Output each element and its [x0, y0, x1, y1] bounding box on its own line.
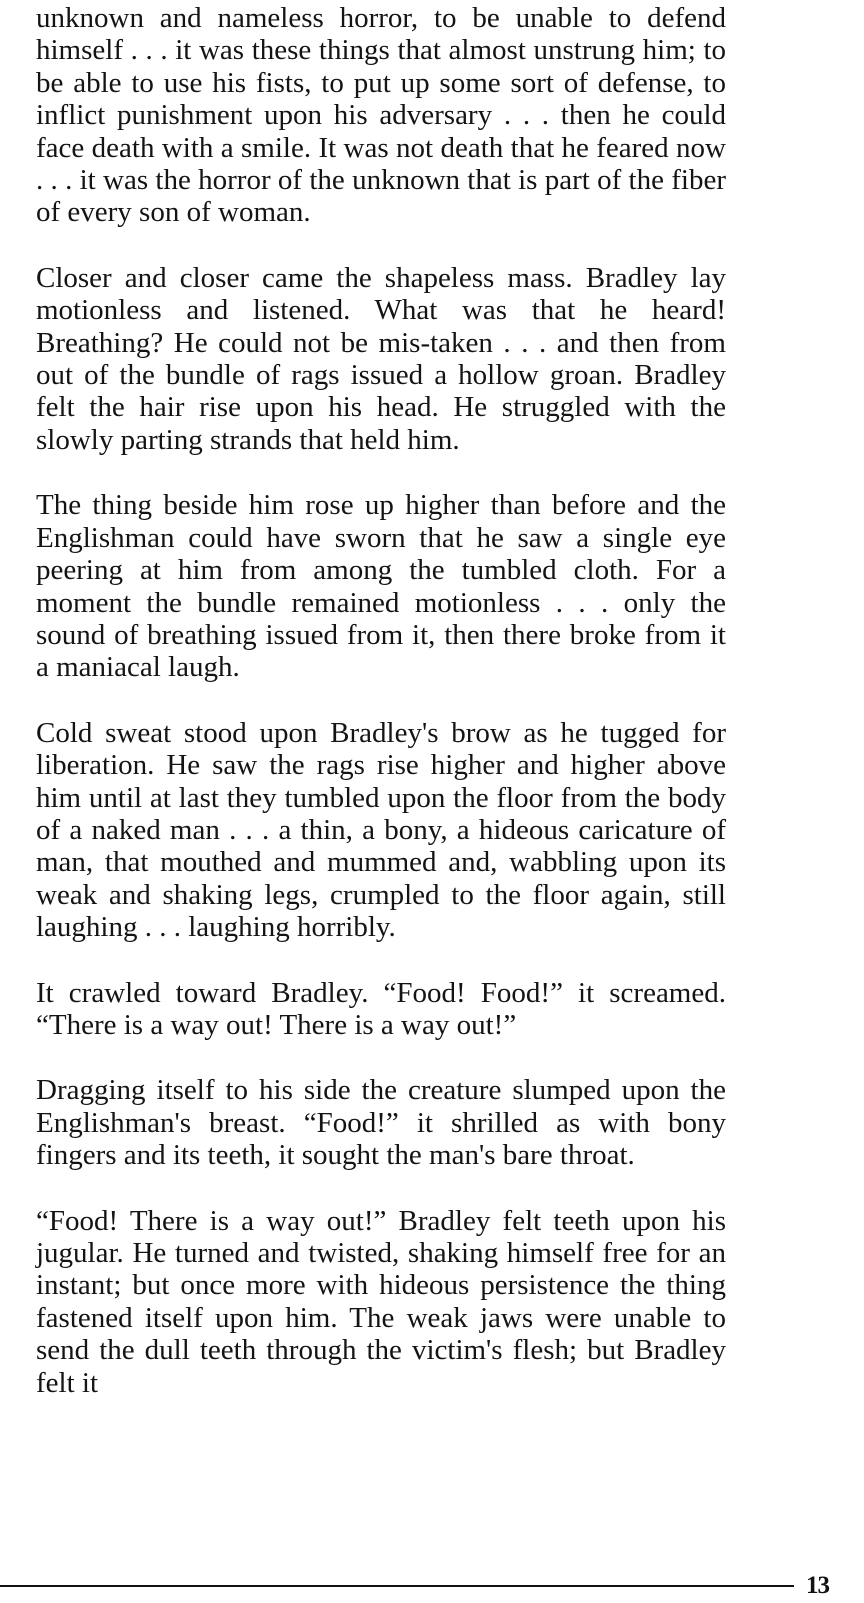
page-number: 13 — [806, 1572, 829, 1599]
body-text — [36, 2, 726, 1399]
paragraph: The thing beside him rose up higher than before and the Englishman could have sworn that he saw a single eye peering at him from among the tumbled cloth. For a moment the bundle remained motionless . . . only the sound of breathing issued from it, then there broke from it a maniacal laugh. — [36, 489, 726, 684]
paragraph: Closer and closer came the shapeless mass. Bradley lay motionless and listened. What was that he heard! Breathing? He could not be mis-taken . . . and then from out of the bundle of rags issued a hollow groan. Bradley felt the hair rise upon his head. He struggled with the slowly parting strands that held him. — [36, 261, 726, 456]
paragraph: Cold sweat stood upon Bradley's brow as he tugged for liberation. He saw the rags rise higher and higher above him until at last they tumbled upon the floor from the body of a naked man . . . a thin, a bony, a hideous caricature of man, that mouthed and mummed and, wabbling upon its weak and shaking legs, crumpled to the floor again, still laughing . . . laughing horribly. — [36, 716, 726, 944]
paragraph: It crawled toward Bradley. “Food! Food!” it screamed. “There is a way out! There is a way out!” — [36, 976, 726, 1041]
paragraph: unknown and nameless horror, to be unable to defend himself . . . it was these things that almost unstrung him; to be able to use his fists, to put up some sort of defense, to inflict punishment upon his adversary . . . then he could face death with a smile. It was not death that he feared now . . . it was the horror of the unknown that is part of the fiber of every son of woman. — [36, 2, 726, 229]
paragraph: “Food! There is a way out!” Bradley felt teeth upon his jugular. He turned and twisted, shaking himself free for an instant; but once more with hideous persistence the thing fastened itself upon him. The weak jaws were unable to send the dull teeth through the victim's flesh; but Bradley felt it — [36, 1204, 726, 1399]
paragraph: Dragging itself to his side the creature slumped upon the Englishman's breast. “Food!” it shrilled as with bony fingers and its teeth, it sought the man's bare throat. — [36, 1074, 726, 1172]
footer-rule — [0, 1585, 794, 1587]
